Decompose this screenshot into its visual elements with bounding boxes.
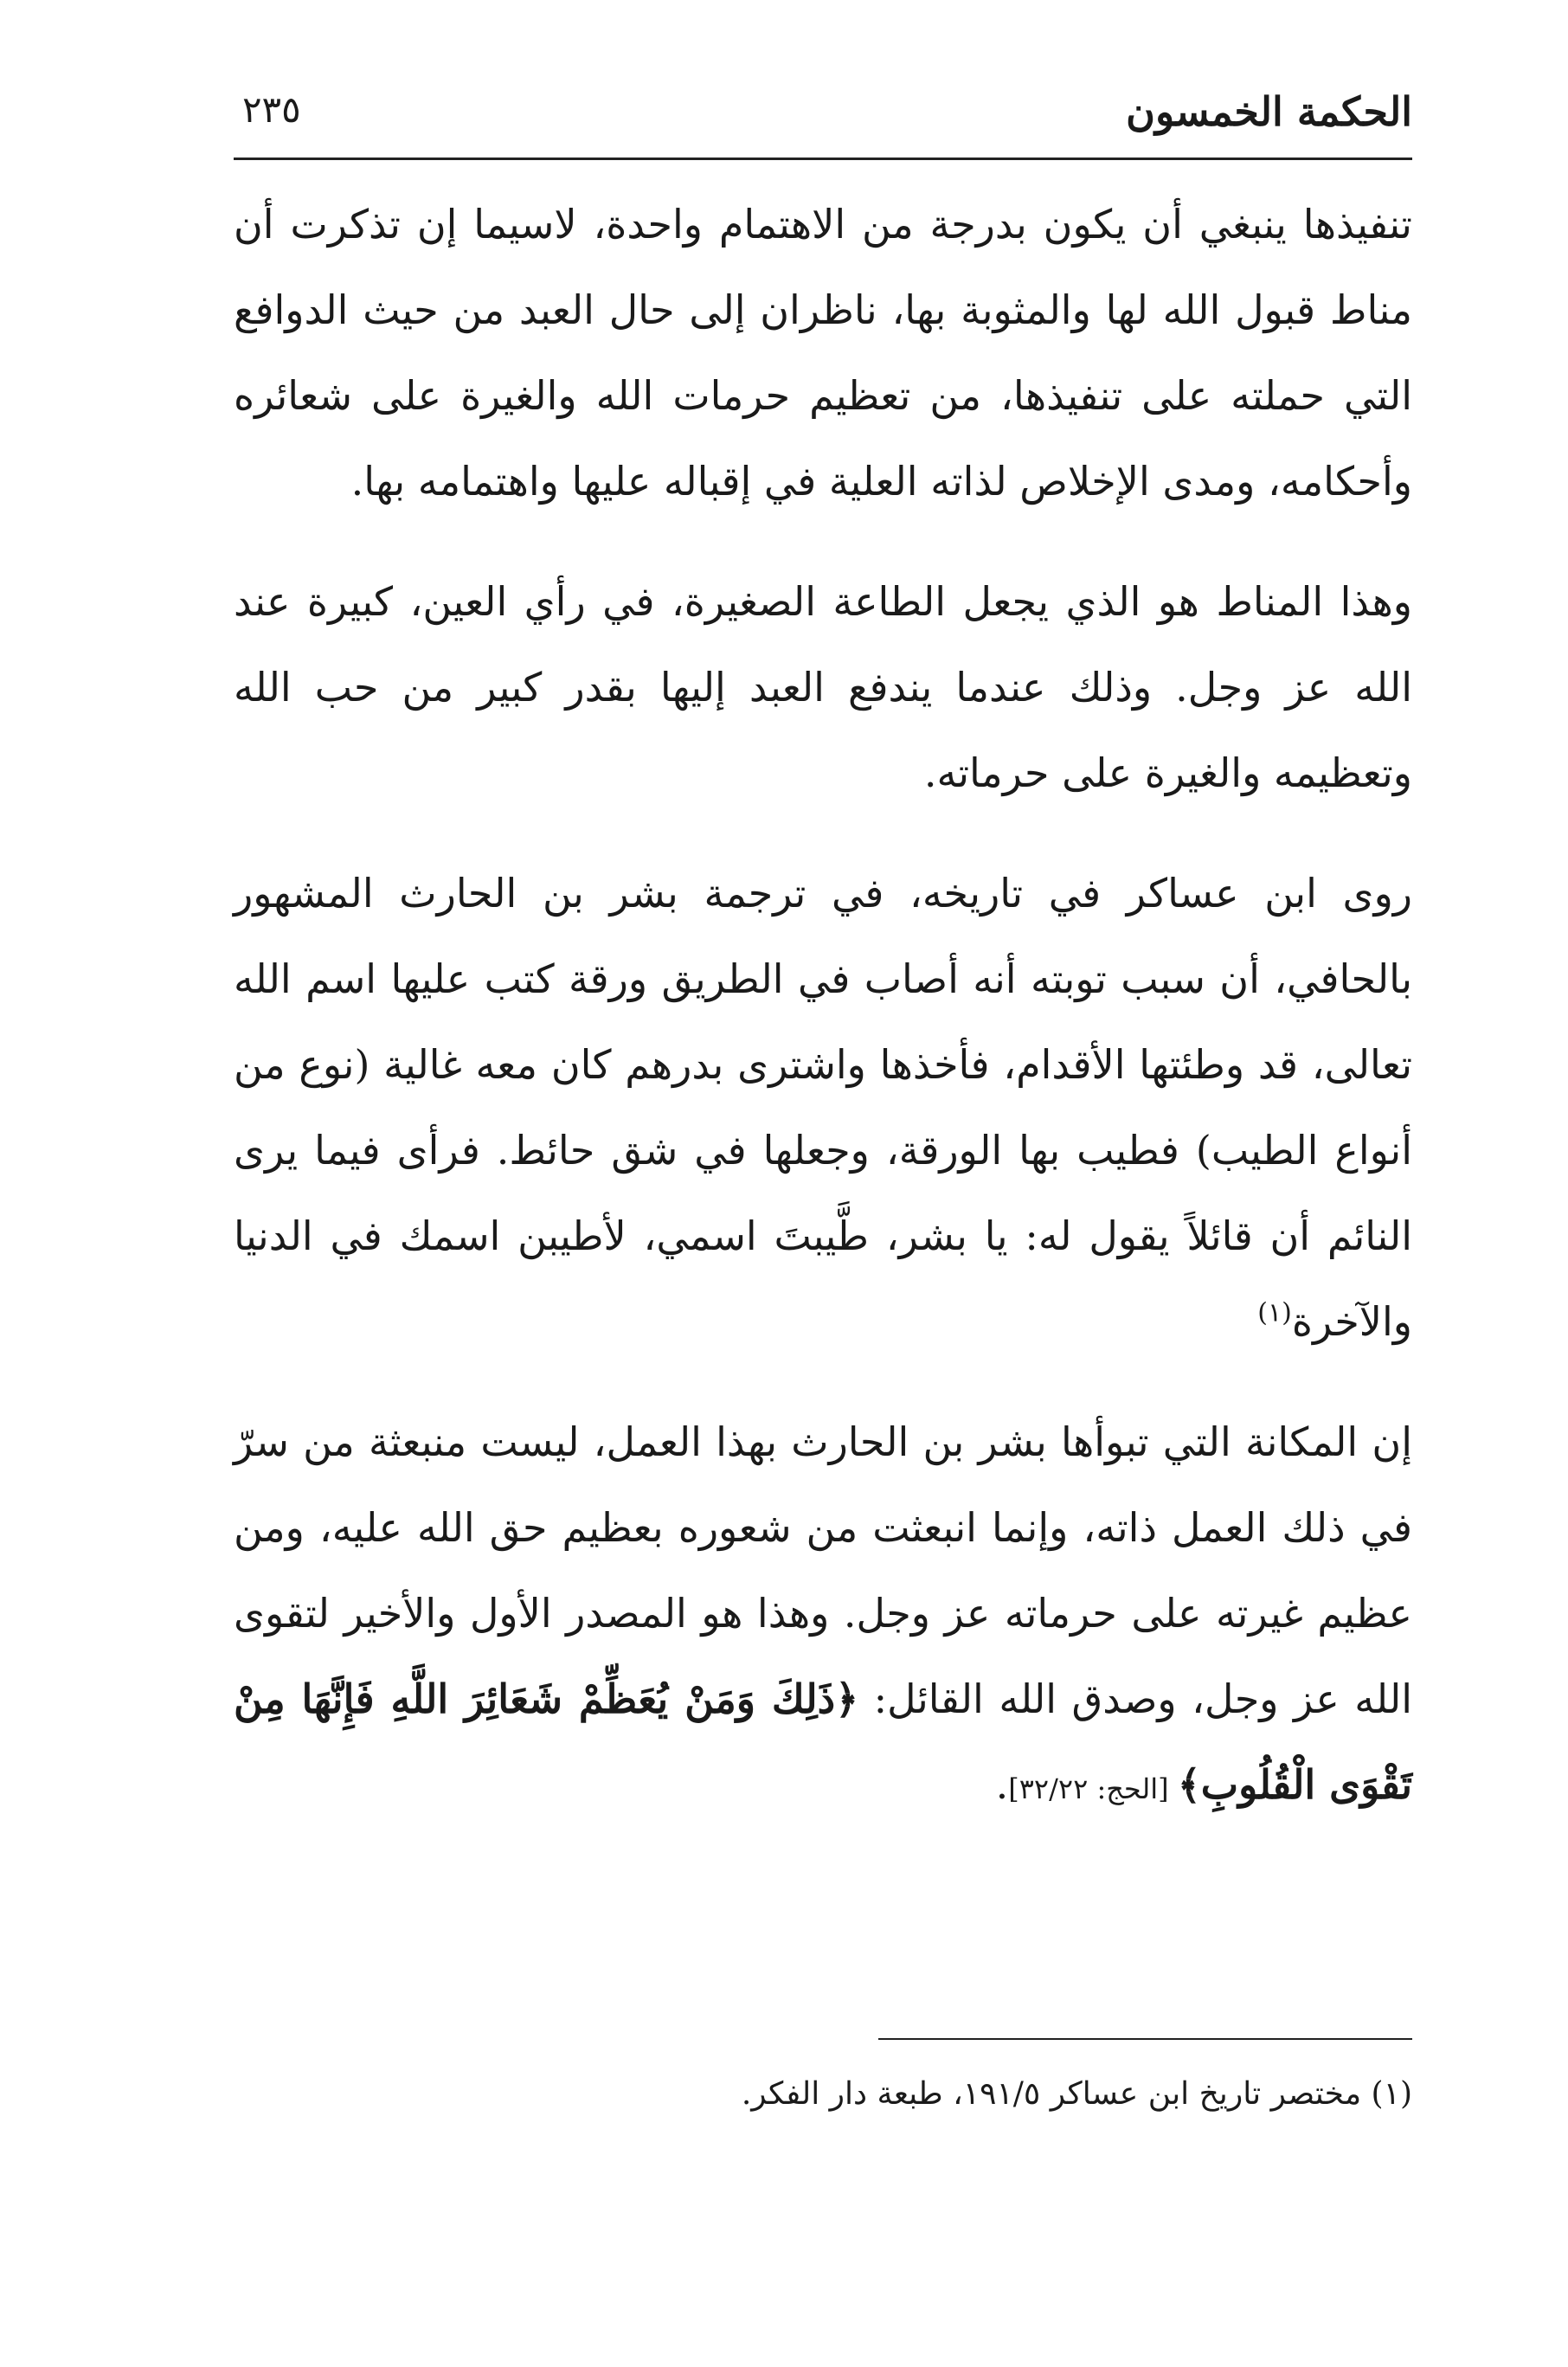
paragraph-4-end: . <box>995 1761 1009 1808</box>
quran-verse: ﴿ذَلِكَ وَمَنْ يُعَظِّمْ شَعَائِرَ اللَّهِ فَإِنَّهَا مِنْ تَقْوَى الْقُلُوبِ﴾ <box>234 1676 1412 1808</box>
paragraph-4-text: إن المكانة التي تبوأها بشر بن الحارث بهذا العمل، ليست منبعثة من سرّ في ذلك العمل ذاته، وإنما انبعثت من شعوره بعظيم حق الله عليه، ومن عظيم غيرته على حرماته عز وجل. وهذا هو المصدر الأول والأخير لتقوى الله عز وجل، وصدق الله القائل: <box>234 1418 1412 1722</box>
footnote: (١) مختصر تاريخ ابن عساكر ١٩١/٥، طبعة دار الفكر. <box>741 2076 1412 2112</box>
paragraph-3 <box>234 851 1412 1365</box>
verse-citation: [الحج: ٣٢/٢٢] <box>1008 1772 1178 1805</box>
footnote-divider <box>878 2038 1412 2040</box>
paragraph-2 <box>234 559 1412 816</box>
page-number: ٢٣٥ <box>242 88 301 131</box>
body-text <box>234 182 1412 1867</box>
paragraph-1-text: تنفيذها ينبغي أن يكون بدرجة من الاهتمام واحدة، لاسيما إن تذكرت أن مناط قبول الله لها والمثوبة بها، ناظران إلى حال العبد من حيث الدوافع التي حملته على تنفيذها، من تعظيم حرمات الله والغيرة على شعائره وأحكامه، ومدى الإخلاص لذاته العلية في إقباله عليها واهتمامه بها. <box>234 201 1412 505</box>
footnote-marker: (١) <box>1257 1297 1292 1328</box>
paragraph-3-text: روى ابن عساكر في تاريخه، في ترجمة بشر بن الحارث المشهور بالحافي، أن سبب توبته أنه أصاب في الطريق ورقة كتب عليها اسم الله تعالى، قد وطئتها الأقدام، فأخذها واشترى بدرهم كان معه غالية (نوع من أنواع الطيب) فطيب بها الورقة، وجعلها في شق حائط. فرأى فيما يرى النائم أن قائلاً يقول له: يا بشر، طَّيبتَ اسمي، لأطيبن اسمك في الدنيا والآخرة <box>234 870 1412 1345</box>
header-divider <box>234 158 1412 160</box>
paragraph-2-text: وهذا المناط هو الذي يجعل الطاعة الصغيرة، في رأي العين، كبيرة عند الله عز وجل. وذلك عندما يندفع العبد إليها بقدر كبير من حب الله وتعظيمه والغيرة على حرماته. <box>234 578 1412 796</box>
running-header <box>234 87 1412 156</box>
paragraph-1 <box>234 182 1412 524</box>
paragraph-4 <box>234 1399 1412 1832</box>
chapter-title: الحكمة الخمسون <box>1126 88 1412 135</box>
